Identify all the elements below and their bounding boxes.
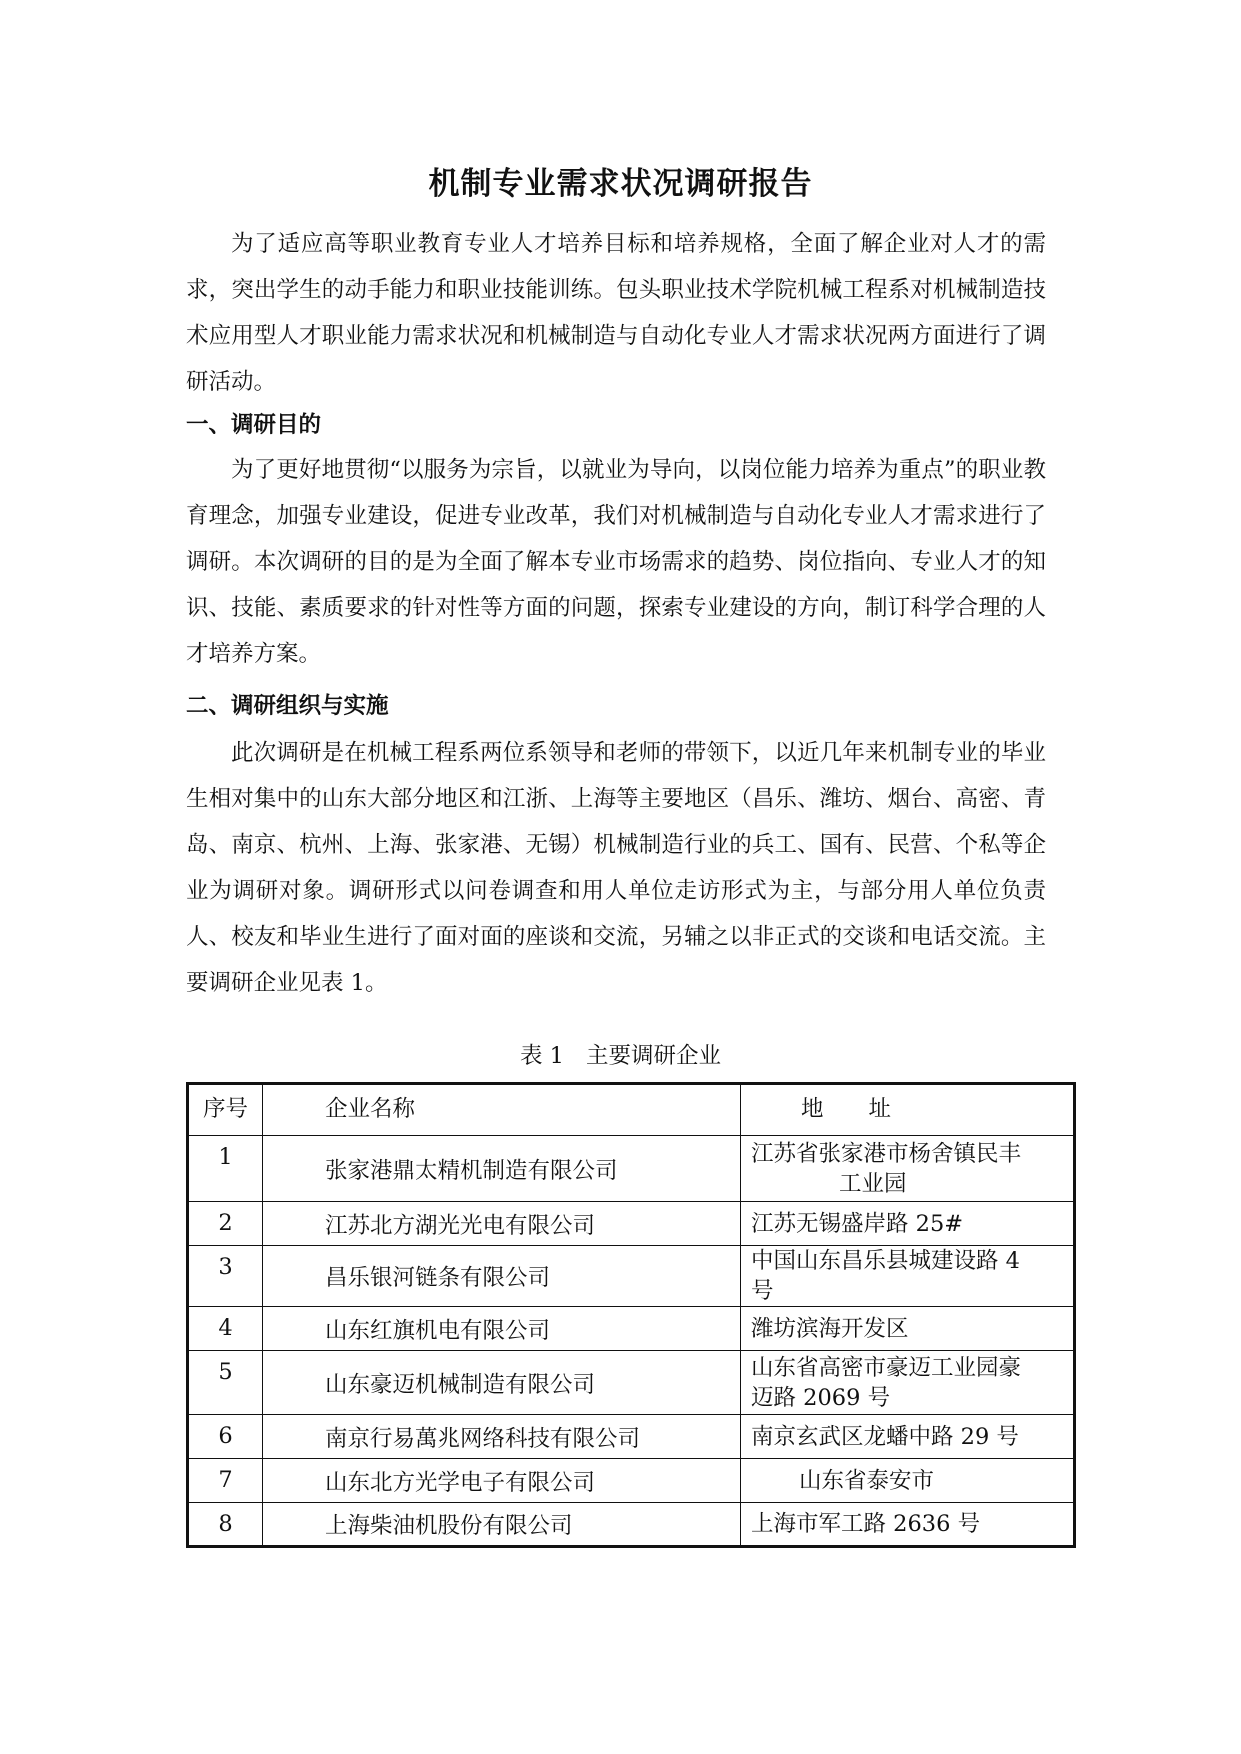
row-no: 3 <box>188 1246 263 1307</box>
table-row <box>188 1307 1075 1351</box>
row-addr-line1: 上海市军工路 2636 号 <box>751 1511 981 1537</box>
header-no: 序号 <box>188 1084 263 1136</box>
row-name: 昌乐银河链条有限公司 <box>263 1246 741 1307</box>
header-addr: 地 址 <box>741 1084 1075 1136</box>
row-addr-line1: 山东省高密市豪迈工业园豪 <box>751 1354 1022 1381</box>
row-name: 山东豪迈机械制造有限公司 <box>263 1351 741 1415</box>
table-caption <box>0 1038 1241 1070</box>
table-header-row <box>188 1084 1075 1136</box>
row-no: 2 <box>188 1202 263 1246</box>
table-row <box>188 1503 1075 1547</box>
row-addr <box>741 1351 1075 1415</box>
intro-paragraph: 为了适应高等职业教育专业人才培养目标和培养规格，全面了解企业对人才的需求，突出学生的动手能力和职业技能训练。包头职业技术学院机械工程系对机械制造技术应用型人才职业能力需求状况和机械制造与自动化专业人才需求状况两方面进行了调研活动。 <box>186 231 1046 395</box>
row-name: 上海柴油机股份有限公司 <box>263 1503 741 1547</box>
row-no: 6 <box>188 1415 263 1459</box>
row-addr-line2: 迈路 2069 号 <box>751 1384 891 1411</box>
row-addr <box>741 1202 1075 1246</box>
row-name: 江苏北方湖光光电有限公司 <box>263 1202 741 1246</box>
section2-paragraph: 此次调研是在机械工程系两位系领导和老师的带领下，以近几年来机制专业的毕业生相对集中的山东大部分地区和江浙、上海等主要地区（昌乐、潍坊、烟台、高密、青岛、南京、杭州、上海、张家港、无锡）机械制造行业的兵工、国有、民营、个私等企业为调研对象。调研形式以问卷调查和用人单位走访形式为主，与部分用人单位负责人、校友和毕业生进行了面对面的座谈和交流，另辅之以非正式的交谈和电话交流。主要调研企业见表 1。 <box>186 740 1046 996</box>
table-row <box>188 1136 1075 1202</box>
row-addr-line1: 南京玄武区龙蟠中路 29 号 <box>751 1423 1019 1450</box>
row-no: 5 <box>188 1351 263 1415</box>
row-name: 山东红旗机电有限公司 <box>263 1307 741 1351</box>
row-name: 张家港鼎太精机制造有限公司 <box>263 1136 741 1202</box>
row-addr <box>741 1246 1075 1307</box>
row-addr <box>741 1136 1075 1202</box>
document-title: 机制专业需求状况调研报告 <box>428 166 813 202</box>
row-addr-line2: 工业园 <box>839 1170 907 1197</box>
table-row <box>188 1202 1075 1246</box>
row-no: 1 <box>188 1136 263 1202</box>
table-row <box>188 1351 1075 1415</box>
row-addr <box>741 1307 1075 1351</box>
section1-heading: 一、调研目的 <box>186 412 322 438</box>
section1-paragraph: 为了更好地贯彻“以服务为宗旨，以就业为导向，以岗位能力培养为重点”的职业教育理念，加强专业建设，促进专业改革，我们对机械制造与自动化专业人才需求进行了调研。本次调研的目的是为全面了解本专业市场需求的趋势、岗位指向、专业人才的知识、技能、素质要求的针对性等方面的问题，探索专业建设的方向，制订科学合理的人才培养方案。 <box>186 457 1046 667</box>
row-name: 南京行易萬兆网络科技有限公司 <box>263 1415 741 1459</box>
row-name: 山东北方光学电子有限公司 <box>263 1459 741 1503</box>
enterprise-table <box>186 1082 1076 1548</box>
table-row <box>188 1246 1075 1307</box>
row-addr-line1: 江苏省张家港市杨舍镇民丰 <box>751 1140 1022 1167</box>
table-row <box>188 1415 1075 1459</box>
row-addr-line1: 潍坊滨海开发区 <box>751 1315 909 1342</box>
row-addr <box>741 1459 1075 1503</box>
row-addr-line1: 中国山东昌乐县城建设路 4 <box>751 1248 1020 1274</box>
section2-heading: 二、调研组织与实施 <box>186 693 389 719</box>
table-caption-text: 主要调研企业 <box>585 1043 721 1069</box>
row-addr <box>741 1415 1075 1459</box>
row-no: 7 <box>188 1459 263 1503</box>
row-no: 8 <box>188 1503 263 1547</box>
row-addr-line1: 山东省泰安市 <box>799 1467 935 1494</box>
row-addr-line1: 江苏无锡盛岸路 25# <box>751 1210 964 1237</box>
row-no: 4 <box>188 1307 263 1351</box>
row-addr <box>741 1503 1075 1547</box>
row-addr-line2: 号 <box>751 1278 774 1304</box>
table-row <box>188 1459 1075 1503</box>
table-caption-label: 表 1 <box>520 1043 564 1069</box>
header-name: 企业名称 <box>263 1084 741 1136</box>
